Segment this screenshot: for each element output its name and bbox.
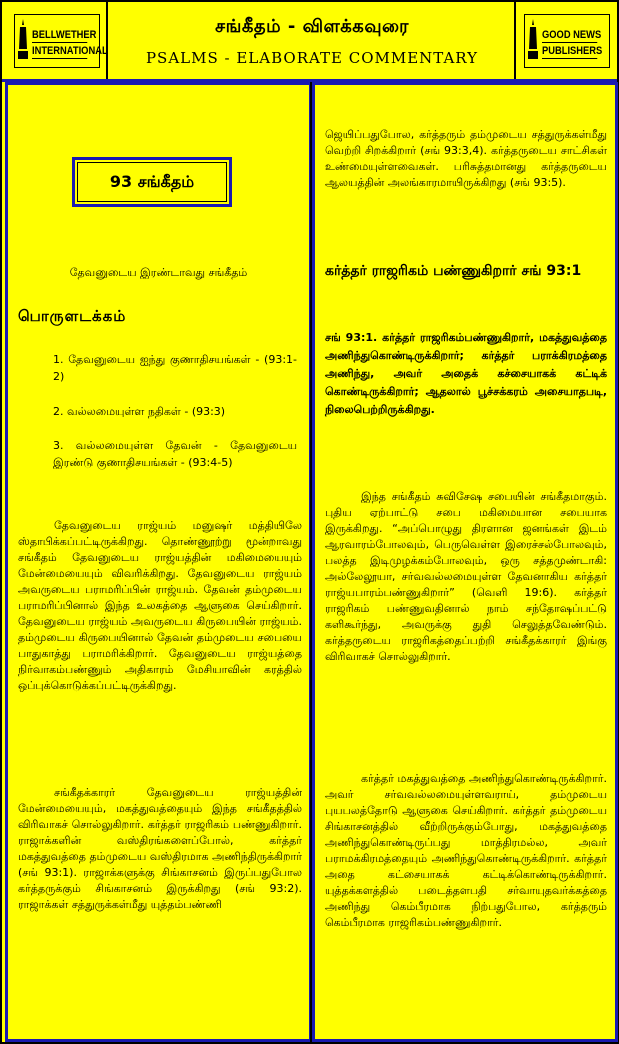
right-paragraph-2: கர்த்தர் மகத்துவத்தை அணிந்துகொண்டிருக்கிறார். அவர் சர்வவல்லமையுள்ளவராய், தம்முடைய புயபலத்தோடு ஆளுகை செய்கிறார். கர்த்தர் தம்முடைய சிங்காசனத்தில் வீற்றிருக்கும்போது, மகத்துவத்தை அணிந்துகொண்டிருப்பது மாத்திரமல்ல, அவர் பராமக்கிரமத்தையும் அணிந்துகொண்டிருக்கிறார். கர்த்தர் அதை கட்சையாகக் கட்டிக்கொண்டிருக்கிறார். யுத்தக்களத்தில் படைத்தளபதி சர்வாயுதவர்க்கத்தை அணிந்து கெம்பீரமாக நிற்பதுபோல, கர்த்தரும் கெம்பீரமாக ராஜரிகம்பண்ணுகிறார். [325,772,607,929]
right-paragraph-2-wrap [325,771,607,931]
toc-list [53,351,297,385]
publisher-right-line1: GOOD NEWS [542,29,602,41]
subtitle: தேவனுடைய இரண்டாவது சங்கீதம் [69,266,248,279]
left-paragraph-1-wrap [18,518,302,694]
bellwether-logo [14,14,108,68]
right-paragraph-cont: ஜெயிப்பதுபோல, கர்த்தரும் தம்முடைய சத்துருக்கள்மீது வெற்றி சிறக்கிறார் (சங் 93:3,4). கர்த்தருடைய சாட்சிகள் உண்மையுள்ளவைகள். பரிசுத்தமானது கர்த்தருடைய ஆலயத்தின் அலங்காரமாயிருக்கிறது (சங் 93:5). [325,128,607,189]
publisher-logo-right [514,2,617,79]
publisher-left-line2: INTERNATIONAL [32,45,108,57]
right-paragraph-1-wrap [325,489,607,665]
header-title [110,2,514,79]
publisher-right-line2: PUBLISHERS [542,45,603,57]
right-paragraph-1: இந்த சங்கீதம் சுவிசேஷ சபையின் சங்கீதமாகும். புதிய ஏற்பாட்டு சபை மகிமையான சபையாக இருக்கிறது. “அப்பொழுது திரளான ஜனங்கள் இடம் ஆரவாரம்போலவும், பெருவெள்ள இரைச்சல்போலவும், பலத்த இடிமுழக்கம்போலவும், ஒரு சத்தமுண்டாகி: அல்லேலூயா, சர்வவல்லமையுள்ள தேவனாகிய கர்த்தர் ராஜ்யபாரம்பண்ணுகிறார்” (வெளி 19:6). கர்த்தர் ராஜரிகம் பண்ணுவதினால் நாம் சந்தோஷப்பட்டு களிகூர்ந்து, அவருக்கு துதி செலுத்தவேண்டும். கர்த்தருடைய ராஜரிகத்தைப்பற்றி சங்கீதக்காரர் இங்கு விரிவாகச் சொல்லுகிறார். [325,490,607,663]
section-heading: கர்த்தர் ராஜரிகம் பண்ணுகிறார் சங் 93:1 [325,263,582,279]
title-english: PSALMS - ELABORATE COMMENTARY [145,49,479,67]
toc-item-1: 1. தேவனுடைய ஐந்து குணாதிசயங்கள் - (93:1-2) [53,353,297,383]
good-news-logo [524,14,610,68]
left-column [5,82,312,1042]
toc-item-2: 2. வல்லமையுள்ள நதிகள் - (93:3) [53,405,226,418]
verse-wrap [325,329,607,419]
header [2,2,617,82]
chapter-title: 93 சங்கீதம் [72,157,232,207]
lamp-icon [528,19,538,59]
right-column [312,82,618,1042]
left-paragraph-1: தேவனுடைய ராஜ்யம் மனுஷர் மத்தியிலே ஸ்தாபிக்கப்பட்டிருக்கிறது. தொண்ணூற்று மூன்றாவது சங்கீதம் தேவனுடைய ராஜ்யத்தின் மகிமையையும் மேன்மையையும் விவரிக்கிறது. தேவனுடைய ராஜ்யம் அவருடைய பராமரிப்பின் ராஜ்யம். தேவன் தம்முடைய பராமரிப்பினால் இந்த உலகத்தை ஆளுகை செய்கிறார். தேவனுடைய ராஜ்யம் அவருடைய கிருபையின் ராஜ்யம். தம்முடைய கிருபையினால் தேவன் தம்முடைய சபையை பாதுகாத்து பராமரிக்கிறார். தேவனுடைய ராஜ்யத்தை நிர்வாகம்பண்ணும் அதிகாரம் மேசியாவின் கரத்தில் ஒப்புக்கொடுக்கப்பட்டிருக்கிறது. [18,519,302,692]
left-paragraph-2: சங்கீதக்காரர் தேவனுடைய ராஜ்யத்தின் மேன்மையையும், மகத்துவத்தையும் இந்த சங்கீதத்தில் விரிவாகச் சொல்லுகிறார். கர்த்தர் ராஜரிகம் பண்ணுகிறார். ராஜாக்களின் வஸ்திரங்களைப்போல், கர்த்தர் மகத்துவத்தை தம்முடைய வஸ்திரமாக அணிந்திருக்கிறார் (சங் 93:1). ராஜாக்களுக்கு சிங்காசனம் இருப்பதுபோல கர்த்தருக்கும் சிங்காசனம் இருக்கிறது (சங் 93:2). ராஜாக்கள் சத்துருக்கள்மீது யுத்தம்பண்ணி [18,786,302,911]
toc-list-3 [53,437,297,471]
toc-item-3: 3. வல்லமையுள்ள தேவன் - தேவனுடைய இரண்டு குணாதிசயங்கள் - (93:4-5) [53,439,297,469]
verse-text: சங் 93:1. கர்த்தர் ராஜரிகம்பண்ணுகிறார், மகத்துவத்தை அணிந்துகொண்டிருக்கிறார்; கர்த்தர் பராக்கிரமத்தை அணிந்து, அவர் அதைக் கச்சையாகக் கட்டிக் கொண்டிருக்கிறார்; ஆதலால் பூச்சக்கரம் அசையாதபடி, நிலைபெற்றிருக்கிறது. [325,331,607,416]
right-paragraph-cont-wrap [325,127,607,191]
left-paragraph-2-wrap [18,785,302,913]
publisher-left-line1: BELLWETHER [32,29,97,41]
lamp-icon [18,19,28,59]
title-tamil: சங்கீதம் - விளக்கவுரை [215,16,409,37]
contents-heading: பொருளடக்கம் [18,307,127,325]
publisher-logo-left [2,2,108,79]
toc-list-2 [53,403,297,420]
